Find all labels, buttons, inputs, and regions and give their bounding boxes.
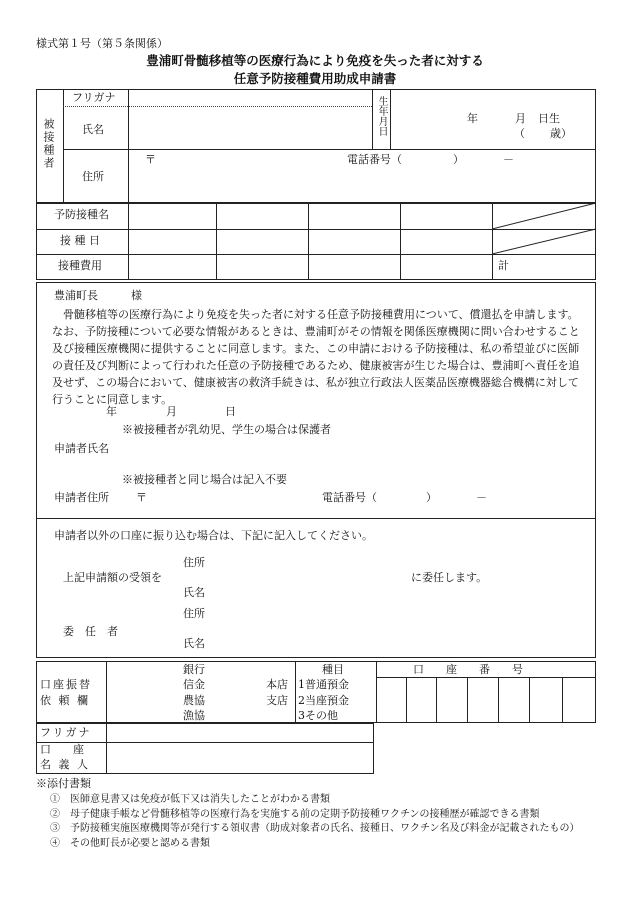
attachment-item-2: ② 母子健康手帳など骨髄移植等の医療行為を実施する前の定期予防接種ワクチンの接種歴が確認できる書類 — [50, 809, 540, 820]
holder-furigana-field[interactable] — [108, 725, 372, 741]
holder-label-2: 名 義 人 — [40, 758, 90, 771]
birth-label: 生年月日 — [376, 96, 387, 136]
transfer-label-1: 口座振替 — [40, 678, 92, 691]
delegator-field[interactable] — [215, 606, 405, 652]
date-day-label: 日 — [225, 405, 236, 418]
patient-section-label: 被接種者 — [42, 118, 55, 170]
branch-type-1: 本店 — [266, 678, 288, 691]
delegator-address-label: 住所 — [183, 607, 205, 620]
applicant-name-field[interactable] — [120, 440, 520, 458]
attachments-heading: ※添付書類 — [36, 777, 91, 790]
delegate-text: に委任します。 — [411, 571, 488, 584]
furigana-label: フリガナ — [72, 91, 116, 104]
branch-type-2: 支店 — [266, 694, 288, 707]
vaccine-date-label: 接 種 日 — [60, 234, 100, 247]
name-label: 氏名 — [82, 123, 104, 136]
age-open: （ — [514, 127, 525, 140]
holder-name-field[interactable] — [108, 744, 372, 772]
delegate-name-label: 氏名 — [183, 586, 205, 599]
birth-month-label: 月 — [515, 112, 526, 125]
applicant-postal-mark: 〒 — [136, 491, 147, 504]
note-same: ※被接種者と同じ場合は記入不要 — [122, 473, 287, 486]
account-number-label: 口 座 番 号 — [413, 663, 523, 676]
note-guardian: ※被接種者が乳幼児、学生の場合は保護者 — [122, 423, 331, 436]
postal-mark: 〒 — [145, 153, 156, 166]
transfer-label-2: 依 頼 欄 — [40, 694, 90, 707]
applicant-name-label: 申請者氏名 — [54, 442, 109, 455]
account-number-field[interactable] — [378, 679, 594, 721]
form-title-line1: 豊浦町骨髄移植等の医療行為により免疫を失った者に対する — [146, 53, 484, 68]
account-type-2[interactable]: 2当座預金 — [298, 694, 349, 707]
form-number: 様式第１号（第５条関係） — [36, 37, 168, 50]
delegate-field[interactable] — [215, 555, 405, 601]
holder-label-1: 口 座 — [40, 743, 84, 756]
address-label: 住所 — [82, 170, 104, 183]
furigana-field[interactable] — [130, 90, 370, 105]
date-year-label: 年 — [106, 405, 117, 418]
account-type-1[interactable]: 1普通預金 — [298, 678, 349, 691]
vaccine-cost-label: 接種費用 — [58, 259, 102, 272]
attachment-item-1: ① 医師意見書又は免疫が低下又は消失したことがわかる書類 — [50, 794, 330, 805]
applicant-address-label: 申請者住所 — [54, 491, 109, 504]
applicant-phone-dash: － — [476, 491, 487, 504]
attachment-item-3: ③ 予防接種実施医療機関等が発行する領収書（助成対象者の氏名、接種日、ワクチン名及び料金が記載されたもの） — [50, 823, 580, 834]
account-type-label: 種目 — [322, 663, 344, 676]
diagonal-strike — [492, 203, 596, 254]
form-title-line2: 任意予防接種費用助成申請書 — [233, 71, 397, 86]
date-month-label: 月 — [166, 405, 177, 418]
consent-statement: 骨髄移植等の医療行為により免疫を失った者に対する任意予防接種費用について、償還払を申請します。なお、予防接種について必要な情報があるときは、豊浦町がその情報を関係医療機関に問い合わせすること及び接種医療機関に提供することに同意します。また、この申請における予防接種は、私の希望並びに医師の責任及び判断によって行われた任意の予防接種であるため、健康被害が生じた場合は、豊浦町へ責任を追及せず、この場合において、健康被害の救済手続きは、私が独立行政法人医薬品医療機器総合機構に対して行うことに同意します。 — [52, 308, 580, 406]
applicant-address-field[interactable] — [150, 489, 310, 507]
birth-day-label: 日生 — [538, 112, 560, 125]
age-close: 歳） — [550, 127, 572, 140]
bank-type-3: 農協 — [183, 694, 205, 707]
birth-year-label: 年 — [467, 112, 478, 125]
holder-furigana-label: フリガナ — [40, 726, 92, 739]
applicant-phone-label: 電話番号（ — [322, 491, 377, 504]
bank-type-1: 銀行 — [183, 663, 205, 676]
delegator-label: 委 任 者 — [63, 625, 118, 638]
addressee: 豊浦町長 様 — [54, 289, 142, 302]
phone-dash: － — [503, 153, 514, 166]
delegate-address-label: 住所 — [183, 556, 205, 569]
total-label: 計 — [498, 259, 509, 272]
attachment-item-4: ④ その他町長が必要と認める書類 — [50, 838, 210, 849]
phone-close: ） — [453, 153, 464, 166]
delegation-intro: 申請者以外の口座に振り込む場合は、下記に記入してください。 — [54, 529, 373, 542]
vaccine-name-label: 予防接種名 — [54, 208, 109, 221]
account-type-3[interactable]: 3その他 — [298, 709, 338, 722]
name-field[interactable] — [130, 108, 370, 148]
applicant-phone-close: ） — [426, 491, 437, 504]
bank-type-4: 漁協 — [183, 709, 205, 722]
birth-date-field[interactable] — [392, 90, 592, 148]
address-field[interactable] — [130, 152, 590, 200]
bank-name-field[interactable] — [108, 663, 293, 721]
delegator-name-label: 氏名 — [183, 637, 205, 650]
phone-label: 電話番号（ — [347, 153, 402, 166]
bank-type-2: 信金 — [183, 678, 205, 691]
receipt-label: 上記申請額の受領を — [63, 571, 162, 584]
